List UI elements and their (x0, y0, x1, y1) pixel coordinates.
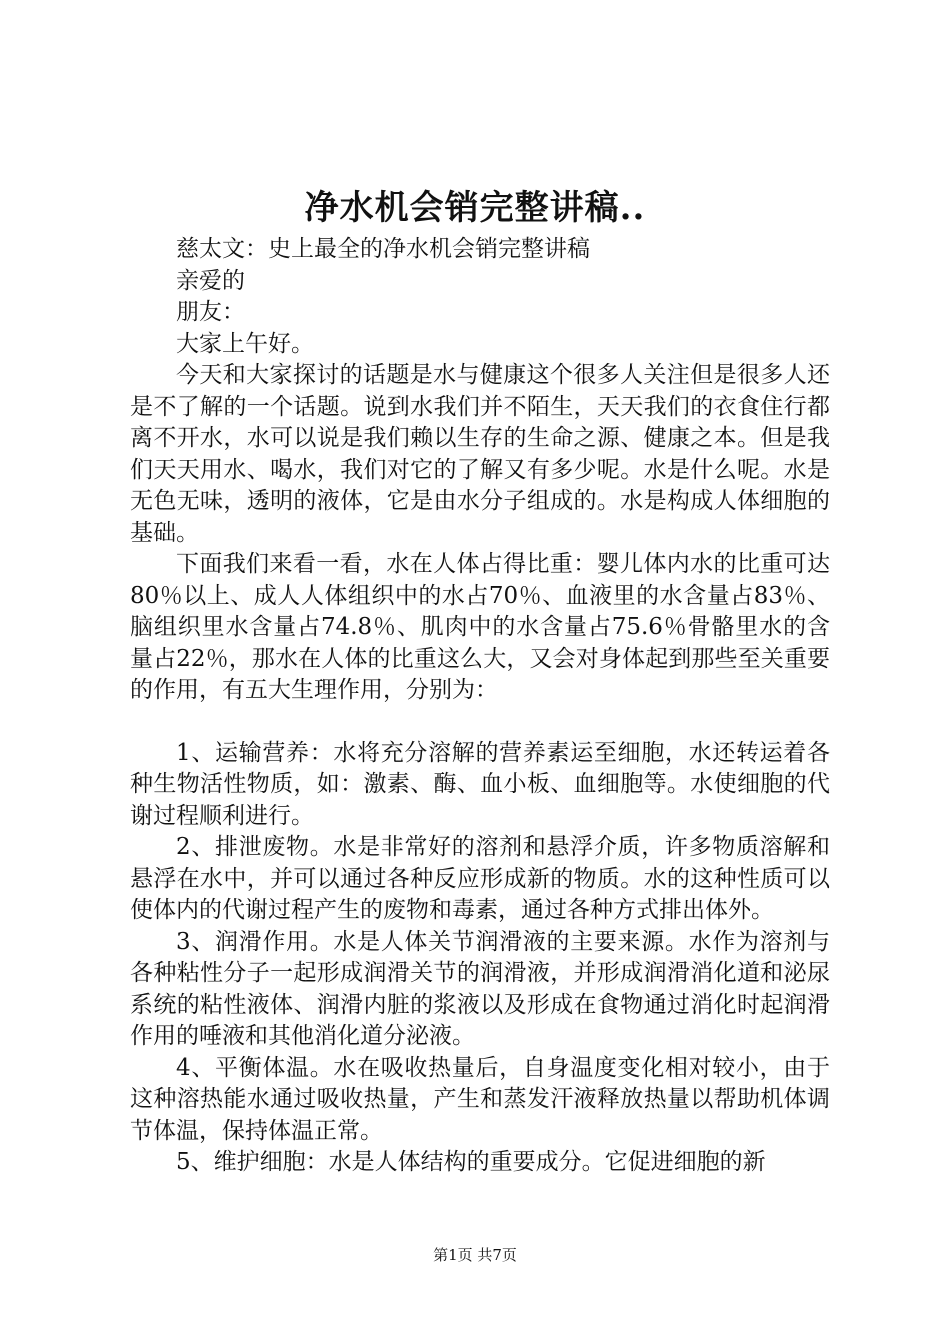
paragraph-function-3: 3、润滑作用。水是人体关节润滑液的主要来源。水作为溶剂与各种粘性分子一起形成润滑关节的润滑液，并形成润滑消化道和泌尿系统的粘性液体、润滑内脏的浆液以及形成在食物通过消化时起润滑作用的唾液和其他消化道分泌液。 (130, 928, 830, 1049)
paragraph-function-2: 2、排泄废物。水是非常好的溶剂和悬浮介质，许多物质溶解和悬浮在水中，并可以通过各种反应形成新的物质。水的这种性质可以使体内的代谢过程产生的废物和毒素，通过各种方式排出体外。 (130, 834, 830, 923)
paragraph-water-ratio: 下面我们来看一看，水在人体占得比重：婴儿体内水的比重可达80％以上、成人人体组织中的水占70％、血液里的水含量占83％、脑组织里水含量占74.8％、肌肉中的水含量占75.6％骨骼里水的含量占22％，那水在人体的比重这么大，又会对身体起到那些至关重要的作用，有五大生理作用，分别为： (130, 551, 830, 703)
document-title: 净水机会销完整讲稿.. (304, 188, 646, 228)
document-body (130, 234, 830, 1179)
paragraph-function-4: 4、平衡体温。水在吸收热量后，自身温度变化相对较小，由于这种溶热能水通过吸收热量，产生和蒸发汗液释放热量以帮助机体调节体温，保持体温正常。 (130, 1054, 830, 1144)
paragraph-intro: 今天和大家探讨的话题是水与健康这个很多人关注但是很多人还是不了解的一个话题。说到水我们并不陌生，天天我们的衣食住行都离不开水，水可以说是我们赖以生存的生命之源、健康之本。但是我们天天用水、喝水，我们对它的了解又有多少呢。水是什么呢。水是无色无味，透明的液体，它是由水分子组成的。水是构成人体细胞的基础。 (130, 362, 830, 546)
page-footer: 第1页 共7页 (433, 1246, 517, 1264)
paragraph-function-1: 1、运输营养：水将充分溶解的营养素运至细胞，水还转运着各种生物活性物质，如：激素、酶、血小板、血细胞等。水使细胞的代谢过程顺利进行。 (130, 739, 830, 829)
paragraph-function-5: 5、维护细胞：水是人体结构的重要成分。它促进细胞的新 (176, 1149, 766, 1175)
paragraph-greeting: 大家上午好。 (176, 330, 314, 357)
paragraph-salutation-1: 亲爱的 (176, 267, 245, 294)
paragraph-author-line: 慈太文：史上最全的净水机会销完整讲稿 (176, 236, 590, 262)
paragraph-salutation-2: 朋友： (176, 299, 245, 325)
